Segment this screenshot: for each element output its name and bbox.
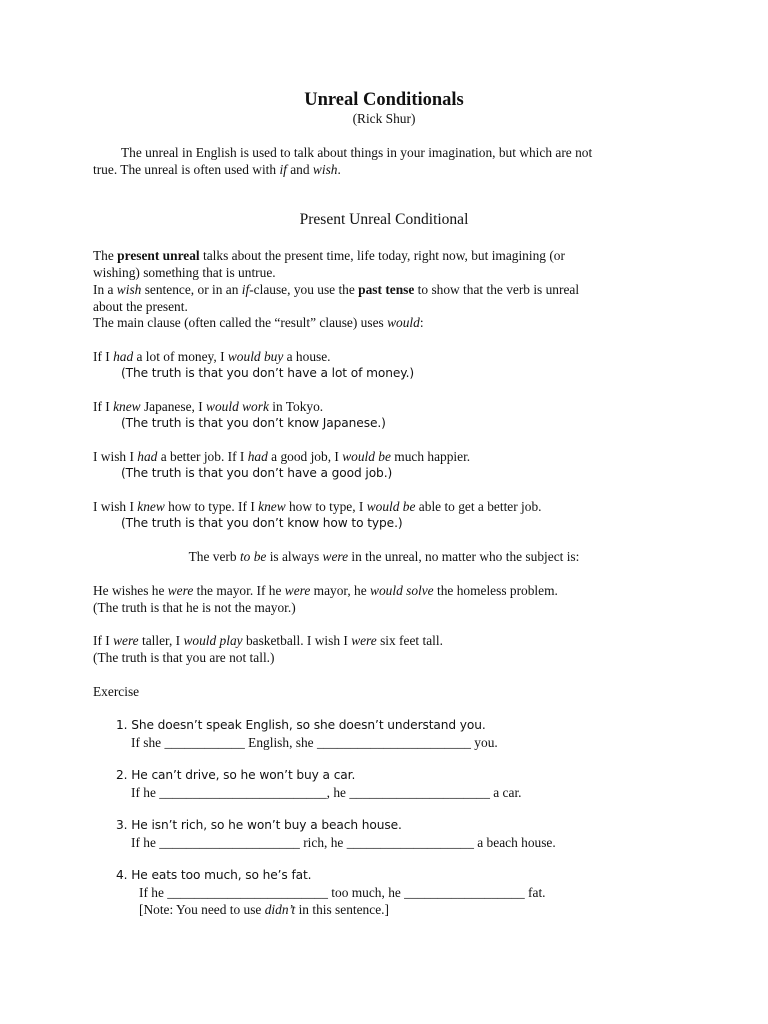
exercise-item-4-note: [Note: You need to use didn’t in this sentence.] [139, 902, 389, 917]
were-example-2: If I were taller, I would play basketball. I wish I were six feet tall. [93, 633, 443, 648]
exercise-item-2-answer: If he _________________________, he _____________________ a car. [131, 785, 522, 800]
were-example-2-truth: (The truth is that you are not tall.) [93, 650, 275, 665]
example-3-truth: (The truth is that you don’t have a good job.) [121, 466, 393, 480]
to-be-note: The verb to be is always were in the unreal, no matter who the subject is: [188, 549, 580, 564]
explanation-line-5: The main clause (often called the “result” clause) uses would: [93, 315, 424, 330]
exercise-item-4-answer: If he ________________________ too much, he __________________ fat. [139, 885, 546, 900]
exercise-item-4-prompt: 4. He eats too much, so he’s fat. [116, 868, 312, 882]
example-4-truth: (The truth is that you don’t know how to type.) [121, 516, 403, 530]
example-2-truth: (The truth is that you don’t know Japanese.) [121, 416, 386, 430]
explanation-line-3: In a wish sentence, or in an if-clause, you use the past tense to show that the verb is unreal [93, 282, 580, 297]
exercise-item-1-answer: If she ____________ English, she _______________________ you. [131, 735, 498, 750]
document-title: Unreal Conditionals [304, 90, 464, 110]
were-example-1: He wishes he were the mayor. If he were mayor, he would solve the homeless problem. [93, 583, 558, 598]
intro-line-1: The unreal in English is used to talk about things in your imagination, but which are not [121, 145, 593, 160]
example-4: I wish I knew how to type. If I knew how to type, I would be able to get a better job. [93, 499, 542, 514]
explanation-line-1: The present unreal talks about the present time, life today, right now, but imagining (or [93, 248, 565, 263]
example-3: I wish I had a better job. If I had a good job, I would be much happier. [93, 449, 471, 464]
example-1-truth: (The truth is that you don’t have a lot of money.) [121, 366, 415, 380]
explanation-line-2: wishing) something that is untrue. [93, 265, 276, 280]
intro-line-2: true. The unreal is often used with if and wish. [93, 162, 341, 177]
document-author: (Rick Shur) [352, 111, 416, 126]
example-1: If I had a lot of money, I would buy a house. [93, 349, 331, 364]
exercise-heading: Exercise [93, 684, 140, 699]
explanation-line-4: about the present. [93, 299, 188, 314]
exercise-item-1-prompt: 1. She doesn’t speak English, so she doesn’t understand you. [116, 718, 486, 732]
exercise-item-2-prompt: 2. He can’t drive, so he won’t buy a car. [116, 768, 356, 782]
were-example-1-truth: (The truth is that he is not the mayor.) [93, 600, 296, 615]
example-2: If I knew Japanese, I would work in Tokyo. [93, 399, 324, 414]
exercise-item-3-prompt: 3. He isn’t rich, so he won’t buy a beach house. [116, 818, 402, 832]
exercise-item-3-answer: If he _____________________ rich, he ___________________ a beach house. [131, 835, 556, 850]
section-heading: Present Unreal Conditional [299, 211, 469, 228]
